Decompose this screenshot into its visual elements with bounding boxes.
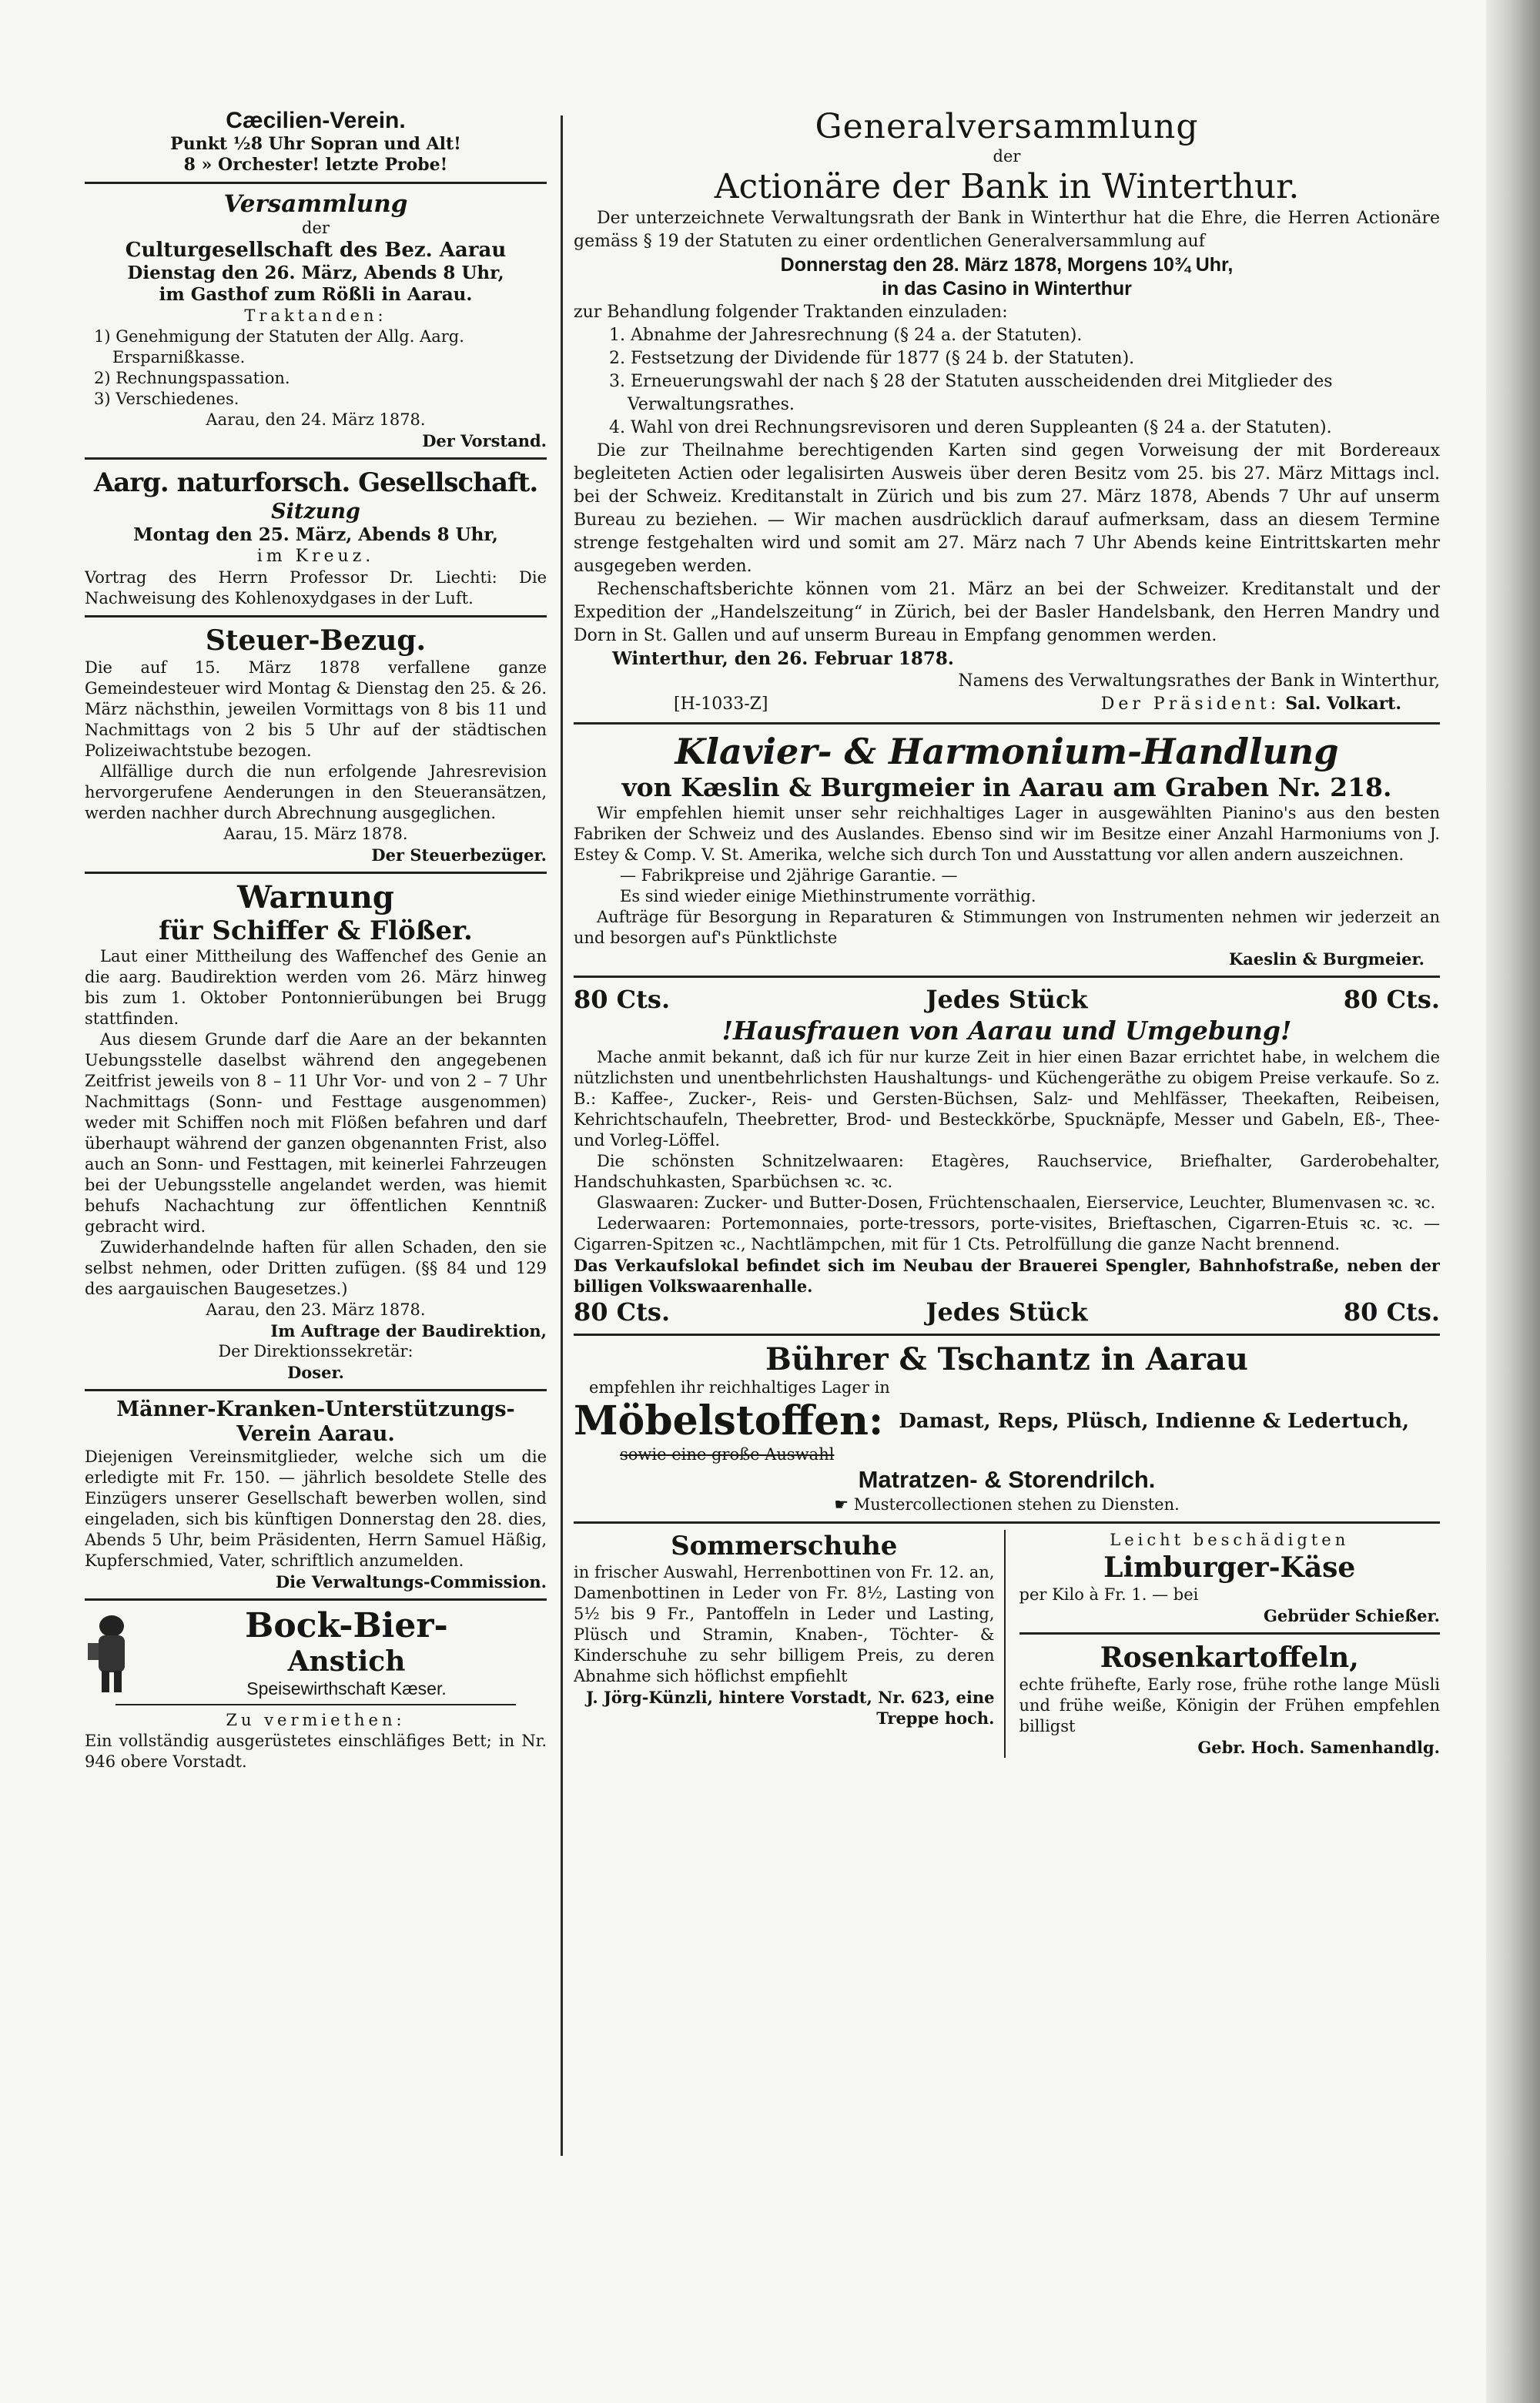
divider [574,722,1440,725]
ad-title: Generalversammlung [815,108,1199,146]
price-label: 80 Cts. [1343,985,1440,1014]
ad-signature: Gebr. Hoch. Samenhandlg. [1197,1738,1440,1757]
ad-title: Aarg. naturforsch. Gesellschaft. [93,467,538,498]
list-item: 1) Genehmigung der Statuten der Allg. Aarg. Ersparnißkasse. [94,327,464,366]
ad-signature: J. Jörg-Künzli, hintere Vorstadt, Nr. 623, eine Treppe hoch. [586,1688,995,1728]
ad-title: Klavier- & Harmonium-Handlung [675,731,1339,772]
list-item: 2. Festsetzung der Dividende für 1877 (§ 24 b. der Statuten). [609,349,1135,368]
ad-signature: Doser. [287,1363,344,1382]
ad-bockbier [85,1607,547,1699]
ad-body: Der unterzeichnete Verwaltungsrath der Bank in Winterthur hat die Ehre, die Herren Actionäre gemäss § 19 der Statuten zu einer ordentlichen Generalversammlung auf [574,209,1440,251]
list-item: 3) Verschiedenes. [94,390,239,408]
ad-title: Männer-Kranken-Unterstützungs-Verein Aarau. [116,1397,515,1446]
list-item: 4. Wahl von drei Rechnungsrevisoren und deren Suppleanten (§ 24 a. der Statuten). [609,418,1332,437]
ad-label: Traktanden: [244,306,387,325]
ad-body: Rechenschaftsberichte können vom 21. März an bei der Schweizer. Kreditanstalt und der Expedition der „Handelszeitung“ in Zürich, bei der Basler Handelsbank, den Herren Mandry und Dorn in St. Gallen und auf unserm Bureau in Empfang genommen werden. [574,580,1440,645]
ad-text: Es sind wieder einige Miethinstrumente vorräthig. [620,887,1036,905]
column-rule [561,115,563,2156]
ad-body: Vortrag des Herrn Professor Dr. Liechti: Die Nachweisung des Kohlenoxydgases in der Luft. [85,568,547,607]
beer-man-icon [85,1611,139,1695]
ad-body: echte frühefte, Early rose, frühe rothe lange Müsli und frühe weiße, Königin der Frühen empfehlen billigst [1019,1675,1440,1735]
ad-limburger [1019,1530,1441,1626]
ad-big-text: Möbelstoffen: [574,1397,884,1444]
ad-signature: Die Verwaltungs-Commission. [275,1572,547,1591]
ad-body: Ein vollständig ausgerüstetes einschläfiges Bett; in Nr. 946 obere Vorstadt. [85,1732,547,1771]
ad-date: Aarau, 15. März 1878. [223,825,408,843]
price-label: 80 Cts. [1343,1297,1440,1327]
ad-body: Glaswaaren: Zucker- und Butter-Dosen, Früchtenschaalen, Eierservice, Leuchter, Blumenvasen ꝛc. ꝛc. [597,1193,1436,1212]
ad-body: Das Verkaufslokal befindet sich im Neubau der Brauerei Spengler, Bahnhofstraße, neben der billigen Volkswaarenhalle. [574,1256,1440,1296]
ad-date-line: Donnerstag den 28. März 1878, Morgens 10¾ Uhr, [780,254,1234,276]
list-item: 1. Abnahme der Jahresrechnung (§ 24 a. der Statuten). [609,326,1083,345]
divider [116,1704,516,1705]
ad-maenner [85,1397,547,1592]
ad-subtitle: Actionäre der Bank in Winterthur. [714,167,1300,206]
ad-date: Winterthur, den 26. Februar 1878. [612,648,954,669]
ad-text: Der Direktionssekretär: [218,1342,413,1360]
page-edge-shadow [1486,0,1540,2403]
ad-bazar [574,984,1440,1327]
ad-text: empfehlen ihr reichhaltiges Lager in [589,1378,890,1397]
ad-title: Bührer & Tschantz in Aarau [765,1341,1248,1377]
ad-buehrer [574,1342,1440,1515]
ad-date: Aarau, den 24. März 1878. [206,410,426,429]
ad-text: Damast, Reps, Plüsch, Indienne & Ledertuch, [899,1410,1410,1433]
ad-steuer [85,624,547,865]
ad-text: Im Auftrage der Baudirektion, [270,1321,547,1340]
ad-text [574,1494,1440,1515]
ad-text: Mustercollectionen stehen zu Diensten. [853,1495,1180,1514]
ad-heading: Zu vermiethen: [226,1711,406,1729]
ad-rosenkartoffeln [1019,1641,1441,1758]
ad-body: Die schönsten Schnitzelwaaren: Etagères, Rauchservice, Briefhalter, Garderobehalter, Handschuhkasten, Sparbüchsen ꝛc. ꝛc. [574,1152,1440,1191]
divider [574,976,1440,978]
bottom-ads [574,1530,1440,1758]
ad-naturforsch [85,466,547,609]
ad-heading: Versammlung [223,190,408,218]
ad-body: Mache anmit bekannt, daß ich für nur kurze Zeit in hier einen Bazar errichtet habe, in welchem die nützlichsten und unentbehrlichsten Haushaltungs- und Küchengeräthe zu obigem Preise verkaufe. So z. B.: Kaffee-, Zucker-, Reis- und Gersten-Büchsen, Salz- und Mehlfässer, Theekaften, Reibeisen, Kehrichtschaufeln, Theebretter, Brod- und Besteckkörbe, Spucknäpfe, Messer und Gabeln, Eß-, Thee- und Vorleg-Löffel. [574,1048,1440,1150]
ad-signature: Der Steuerbezüger. [371,845,547,865]
divider [85,872,547,874]
ad-klavier [574,731,1440,969]
ad-title: Warnung [237,879,394,915]
ad-body: Aufträge für Besorgung in Reparaturen & Stimmungen von Instrumenten nehmen wir jederzeit an und besorgen auf's Pünktlichste [574,908,1440,947]
ad-body: in frischer Auswahl, Herrenbottinen von Fr. 12. an, Damenbottinen in Leder von Fr. 8½, Lasting von 5½ bis 9 Fr., Pantoffeln in Leder und Lasting, Plüsch und Stramin, Knaben-, Töchter- & Kinderschuhe zu sehr billigem Preis, zu deren Abnahme sich höflichst empfiehlt [574,1563,995,1685]
divider [574,1334,1440,1336]
divider [574,1521,1440,1524]
ad-body: Laut einer Mittheilung des Waffenchef des Genie an die aarg. Baudirektion werden vom 26. März hinweg bis zum 1. Oktober Pontonnierübungen bei Brugg stattfinden. [85,947,547,1028]
price-label: 80 Cts. [574,985,671,1014]
ad-culturgesellschaft [85,190,547,451]
ad-title: Culturgesellschaft des Bez. Aarau [125,239,507,262]
ad-body: Lederwaaren: Portemonnaies, porte-tressors, porte-visites, Brieftaschen, Cigarren-Etuis ꝛc. ꝛc. — Cigarren-Spitzen ꝛc., Nachtlämpchen, mit für 1 Cts. Petrolfüllung die ganze Nacht brennend. [574,1214,1440,1253]
divider [85,457,547,460]
left-column [85,108,547,2248]
ad-text: Namens des Verwaltungsrathes der Bank in Winterthur, [958,671,1440,691]
ad-title: Sommerschuhe [671,1531,898,1561]
ad-text: der [302,219,330,237]
ad-warnung [85,880,547,1383]
ad-body: Aus diesem Grunde darf die Aare an der bekannten Uebungsstelle daselbst während den angegebenen Zeitfrist jeweils von 8 – 11 Uhr Vor- und von 2 – 7 Uhr Nachmittags (Sonn- und Festtage ausgenommen) weder mit Schiffen noch mit Flößen befahren und darf überhaupt während der ganzen obgenannten Frist, also auch an Sonn- und Festtagen, mit keinerlei Fahrzeugen bei der Uebungsstelle angelandet werden, was hiemit behufs Nachachtung zur öffentlichen Kenntniß gebracht wird. [85,1030,547,1236]
divider [1019,1632,1441,1635]
ad-body: Diejenigen Vereinsmitglieder, welche sich um die erledigte mit Fr. 150. — jährlich besoldete Stelle des Einzügers unserer Gesellschaft bewerben wollen, sind eingeladen, sich bis künftigen Donnerstag den 28. dies, Abends 5 Uhr, beim Präsidenten, Herrn Samuel Häßig, Kupferschmied, Vater, schriftlich anzumelden. [85,1447,547,1570]
ad-bank-winterthur [574,108,1440,716]
ad-title: Cæcilien-Verein. [226,108,406,133]
ad-text: der [993,147,1021,166]
ad-body: Zuwiderhandelnde haften für allen Schaden, den sie selbst nehmen, oder Dritten zufügen. (§§ 84 und 129 des aargauischen Baugesetzes.) [85,1238,547,1298]
divider [85,182,547,184]
ad-code: [H-1033-Z] [674,694,768,714]
divider [85,615,547,617]
list-item: 2) Rechnungspassation. [94,369,290,387]
ad-text: Dienstag den 26. März, Abends 8 Uhr, [127,263,504,283]
ad-text: im Kreuz. [256,547,375,566]
ad-signature: Der Vorstand. [422,431,547,450]
ad-text: — Fabrikpreise und 2jährige Garantie. — [620,866,958,885]
ad-text: Jedes Stück [926,985,1088,1014]
ad-title: Limburger-Käse [1103,1551,1356,1584]
ad-sommerschuhe [574,1530,1006,1758]
ad-line: Punkt ½8 Uhr Sopran und Alt! [170,134,461,154]
ad-date: Aarau, den 23. März 1878. [206,1300,426,1319]
price-label: 80 Cts. [574,1297,671,1327]
ad-text: Der Präsident: [1100,694,1281,714]
ad-text: Speisewirthschaft Kæser. [246,1678,447,1698]
ad-title: !Hausfrauen von Aarau und Umgebung! [721,1016,1292,1046]
ad-place-line: in das Casino in Winterthur [882,278,1132,300]
ad-body: Allfällige durch die nun erfolgende Jahresrevision hervorgerufene Aenderungen in den Steueransätzen, werden nachher durch Abrechnung ausgeglichen. [85,762,547,822]
ad-text: Leicht beschädigten [1110,1531,1350,1549]
ad-subtitle: für Schiffer & Flößer. [159,915,473,946]
pointing-hand-icon: ☛ [834,1495,849,1514]
divider [85,1389,547,1391]
ad-signature: Sal. Volkart. [1285,694,1401,714]
ad-text: Montag den 25. März, Abends 8 Uhr, [133,524,498,545]
ad-caecilien [85,108,547,176]
ad-text: zur Behandlung folgender Traktanden einzuladen: [574,303,1008,322]
ad-text: sowie eine große Auswahl [620,1445,835,1464]
ad-body: Wir empfehlen hiemit unser sehr reichhaltiges Lager in ausgewählten Pianino's aus den besten Fabriken der Schweiz und des Auslandes. Ebenso sind wir im Besitze einer Anzahl Harmoniums von J. Estey & Comp. V. St. Amerika, welche sich durch Ton und Ausstattung vor allen andern auszeichnen. [574,804,1440,864]
right-bottom [1019,1530,1441,1758]
ad-line: 8 » Orchester! letzte Probe! [183,155,448,175]
ad-title: Steuer-Bezug. [205,624,427,657]
divider [85,1598,547,1601]
ad-subtitle: von Kæslin & Burgmeier in Aarau am Graben Nr. 218. [621,772,1392,802]
ad-subtitle: Matratzen- & Storendrilch. [858,1466,1156,1493]
ad-signature: Gebrüder Schießer. [1263,1606,1440,1625]
ad-text: Jedes Stück [926,1297,1088,1327]
ad-title: Rosenkartoffeln, [1100,1642,1359,1674]
right-column [574,108,1440,2248]
ad-text: im Gasthof zum Rößli in Aarau. [159,284,473,305]
ad-title: Bock-Bier- [245,1606,448,1645]
ad-heading: Sitzung [271,500,360,524]
list-item: 3. Erneuerungswahl der nach § 28 der Statuten ausscheidenden drei Mitglieder des Verwaltungsrathes. [609,372,1333,414]
ad-body: Die zur Theilnahme berechtigenden Karten sind gegen Vorweisung der mit Bordereaux begleiteten Actien oder legalisirten Ausweis über deren Besitz vom 25. bis 27. März Mittags incl. bei der Schweiz. Kreditanstalt in Zürich und bis zum 27. März 1878, Abends 7 Uhr auf unserm Bureau zu beziehen. — Wir machen ausdrücklich darauf aufmerksam, dass an diesem Termine strenge festgehalten wird und somit am 27. März nach 7 Uhr Abends keine Eintrittskarten mehr ausgegeben werden. [574,441,1440,576]
ad-body: Die auf 15. März 1878 verfallene ganze Gemeindesteuer wird Montag & Dienstag den 25. & 26. März nächsthin, jeweilen Vormittags von 8 bis 11 und Nachmittags von 2 bis 5 Uhr auf der städtischen Polizeiwachtstube bezogen. [85,658,547,760]
ad-text: per Kilo à Fr. 1. — bei [1019,1585,1199,1604]
ad-subtitle: Anstich [287,1645,406,1678]
ad-signature: Kaeslin & Burgmeier. [1229,949,1424,969]
ad-vermiethen [85,1710,547,1772]
